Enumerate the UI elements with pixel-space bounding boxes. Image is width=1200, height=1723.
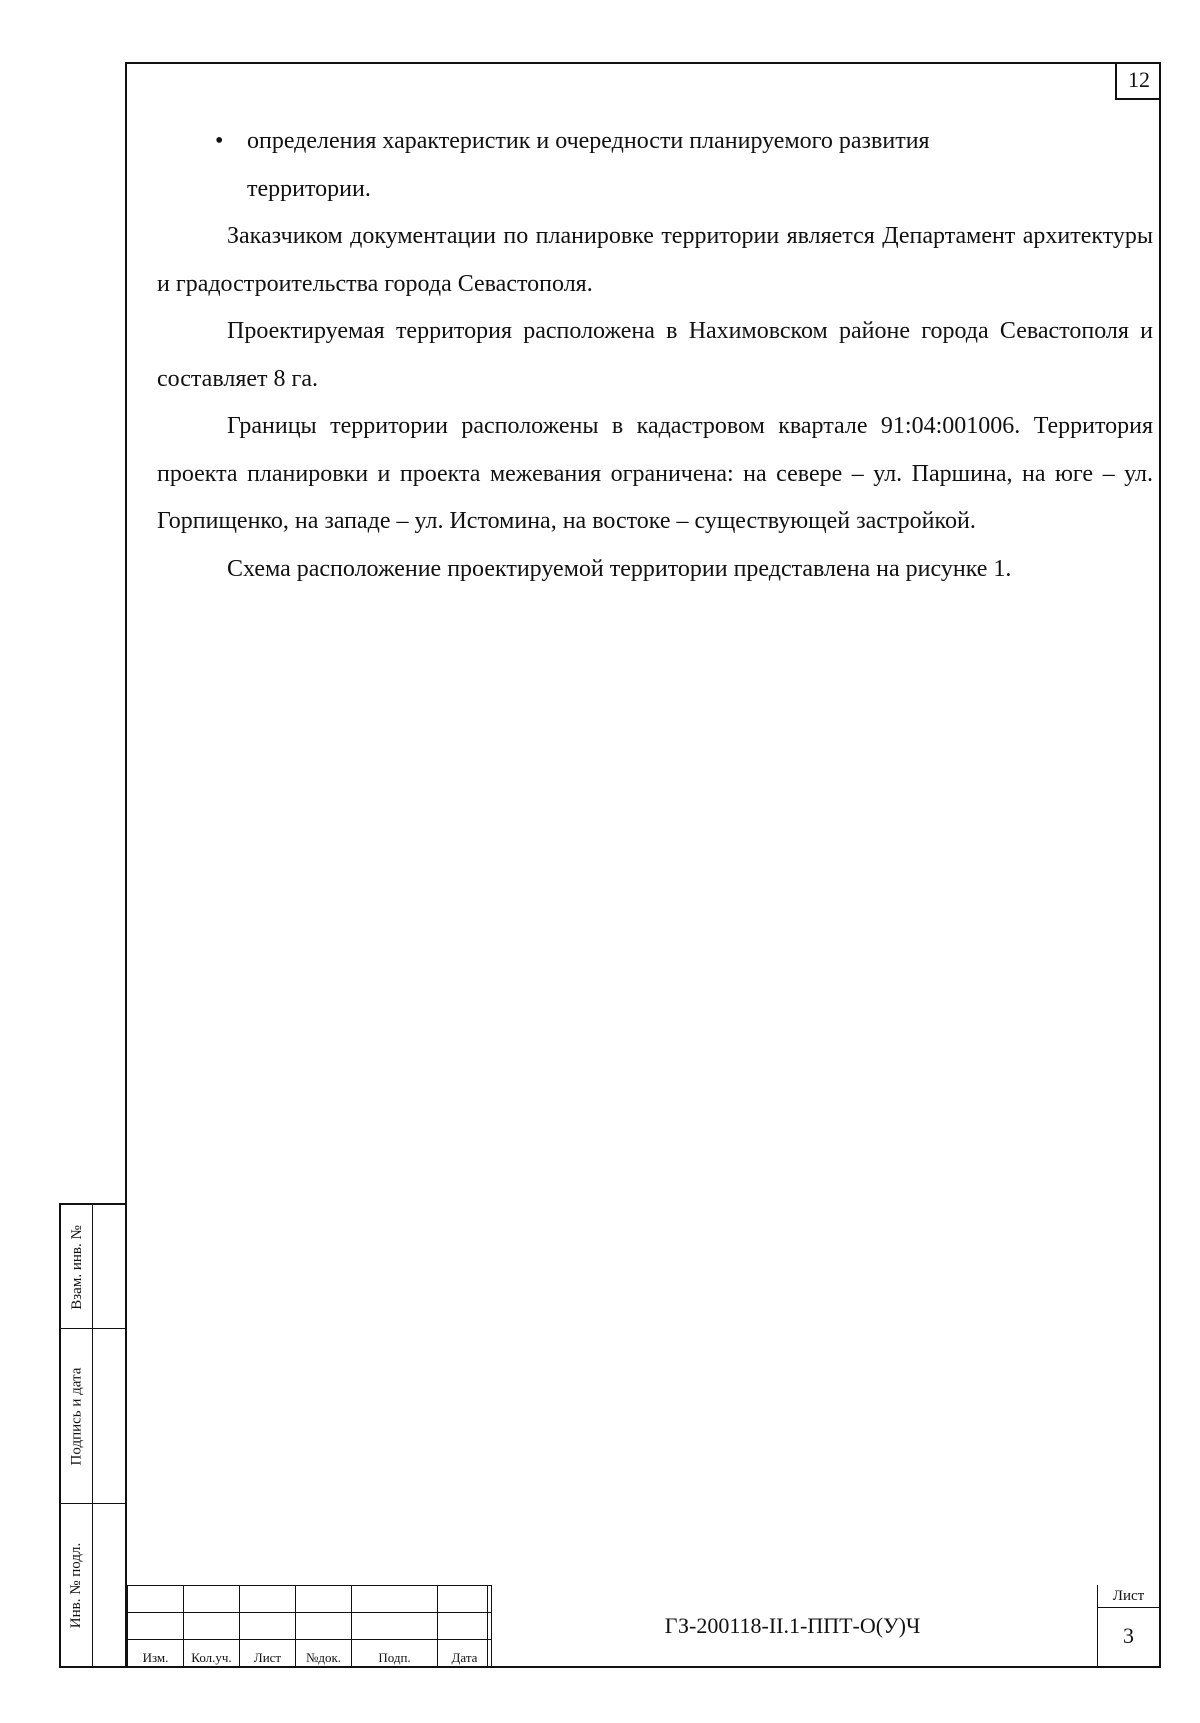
revision-table — [127, 1585, 492, 1667]
bullet-line-2: территории. — [247, 175, 371, 202]
paragraph-customer: Заказчиком документации по планировке территории является Департамент архитектуры и градостроительства города Севастополя. — [157, 223, 1153, 297]
col-header-signature: Подп. — [352, 1640, 438, 1667]
side-label-original-inventory: Инв. № подл. — [68, 1542, 85, 1628]
col-header-count: Кол.уч. — [184, 1640, 240, 1667]
side-label-signature: Подпись и дата — [68, 1367, 85, 1466]
paragraph-boundaries: Границы территории расположены в кадастровом квартале 91:04:001006. Территория проекта планировки и проекта межевания ограничена: на севере – ул. Паршина, на юге – ул. Горпищенко, на западе – ул. Истомина, на востоке – существующей застройкой. — [157, 413, 1153, 534]
paragraph-location: Проектируемая территория расположена в Нахимовском районе города Севастополя и составляет 8 га. — [157, 318, 1153, 392]
paragraph-scheme: Схема расположение проектируемой территории представлена на рисунке 1. — [227, 555, 1012, 582]
title-block — [127, 1585, 1159, 1666]
bullet-item — [157, 118, 1153, 166]
bullet-item-continuation — [157, 166, 1153, 214]
page-number: 12 — [1115, 62, 1161, 100]
bullet-line-1: определения характеристик и очередности планируемого развития — [247, 128, 930, 154]
col-header-sheet: Лист — [240, 1640, 296, 1667]
col-header-date: Дата — [438, 1640, 492, 1667]
bullet-dot-icon: • — [215, 128, 224, 154]
col-header-doc-number: №док. — [296, 1640, 352, 1667]
document-code: ГЗ-200118-II.1-ППТ-О(У)Ч — [487, 1585, 1097, 1666]
sheet-label: Лист — [1098, 1585, 1159, 1608]
side-stamp — [59, 1203, 127, 1668]
document-body — [157, 118, 1153, 593]
col-header-change: Изм. — [128, 1640, 184, 1667]
sheet-number: 3 — [1123, 1623, 1134, 1648]
side-label-replacement: Взам. инв. № — [68, 1224, 85, 1310]
sheet-box — [1097, 1585, 1159, 1666]
